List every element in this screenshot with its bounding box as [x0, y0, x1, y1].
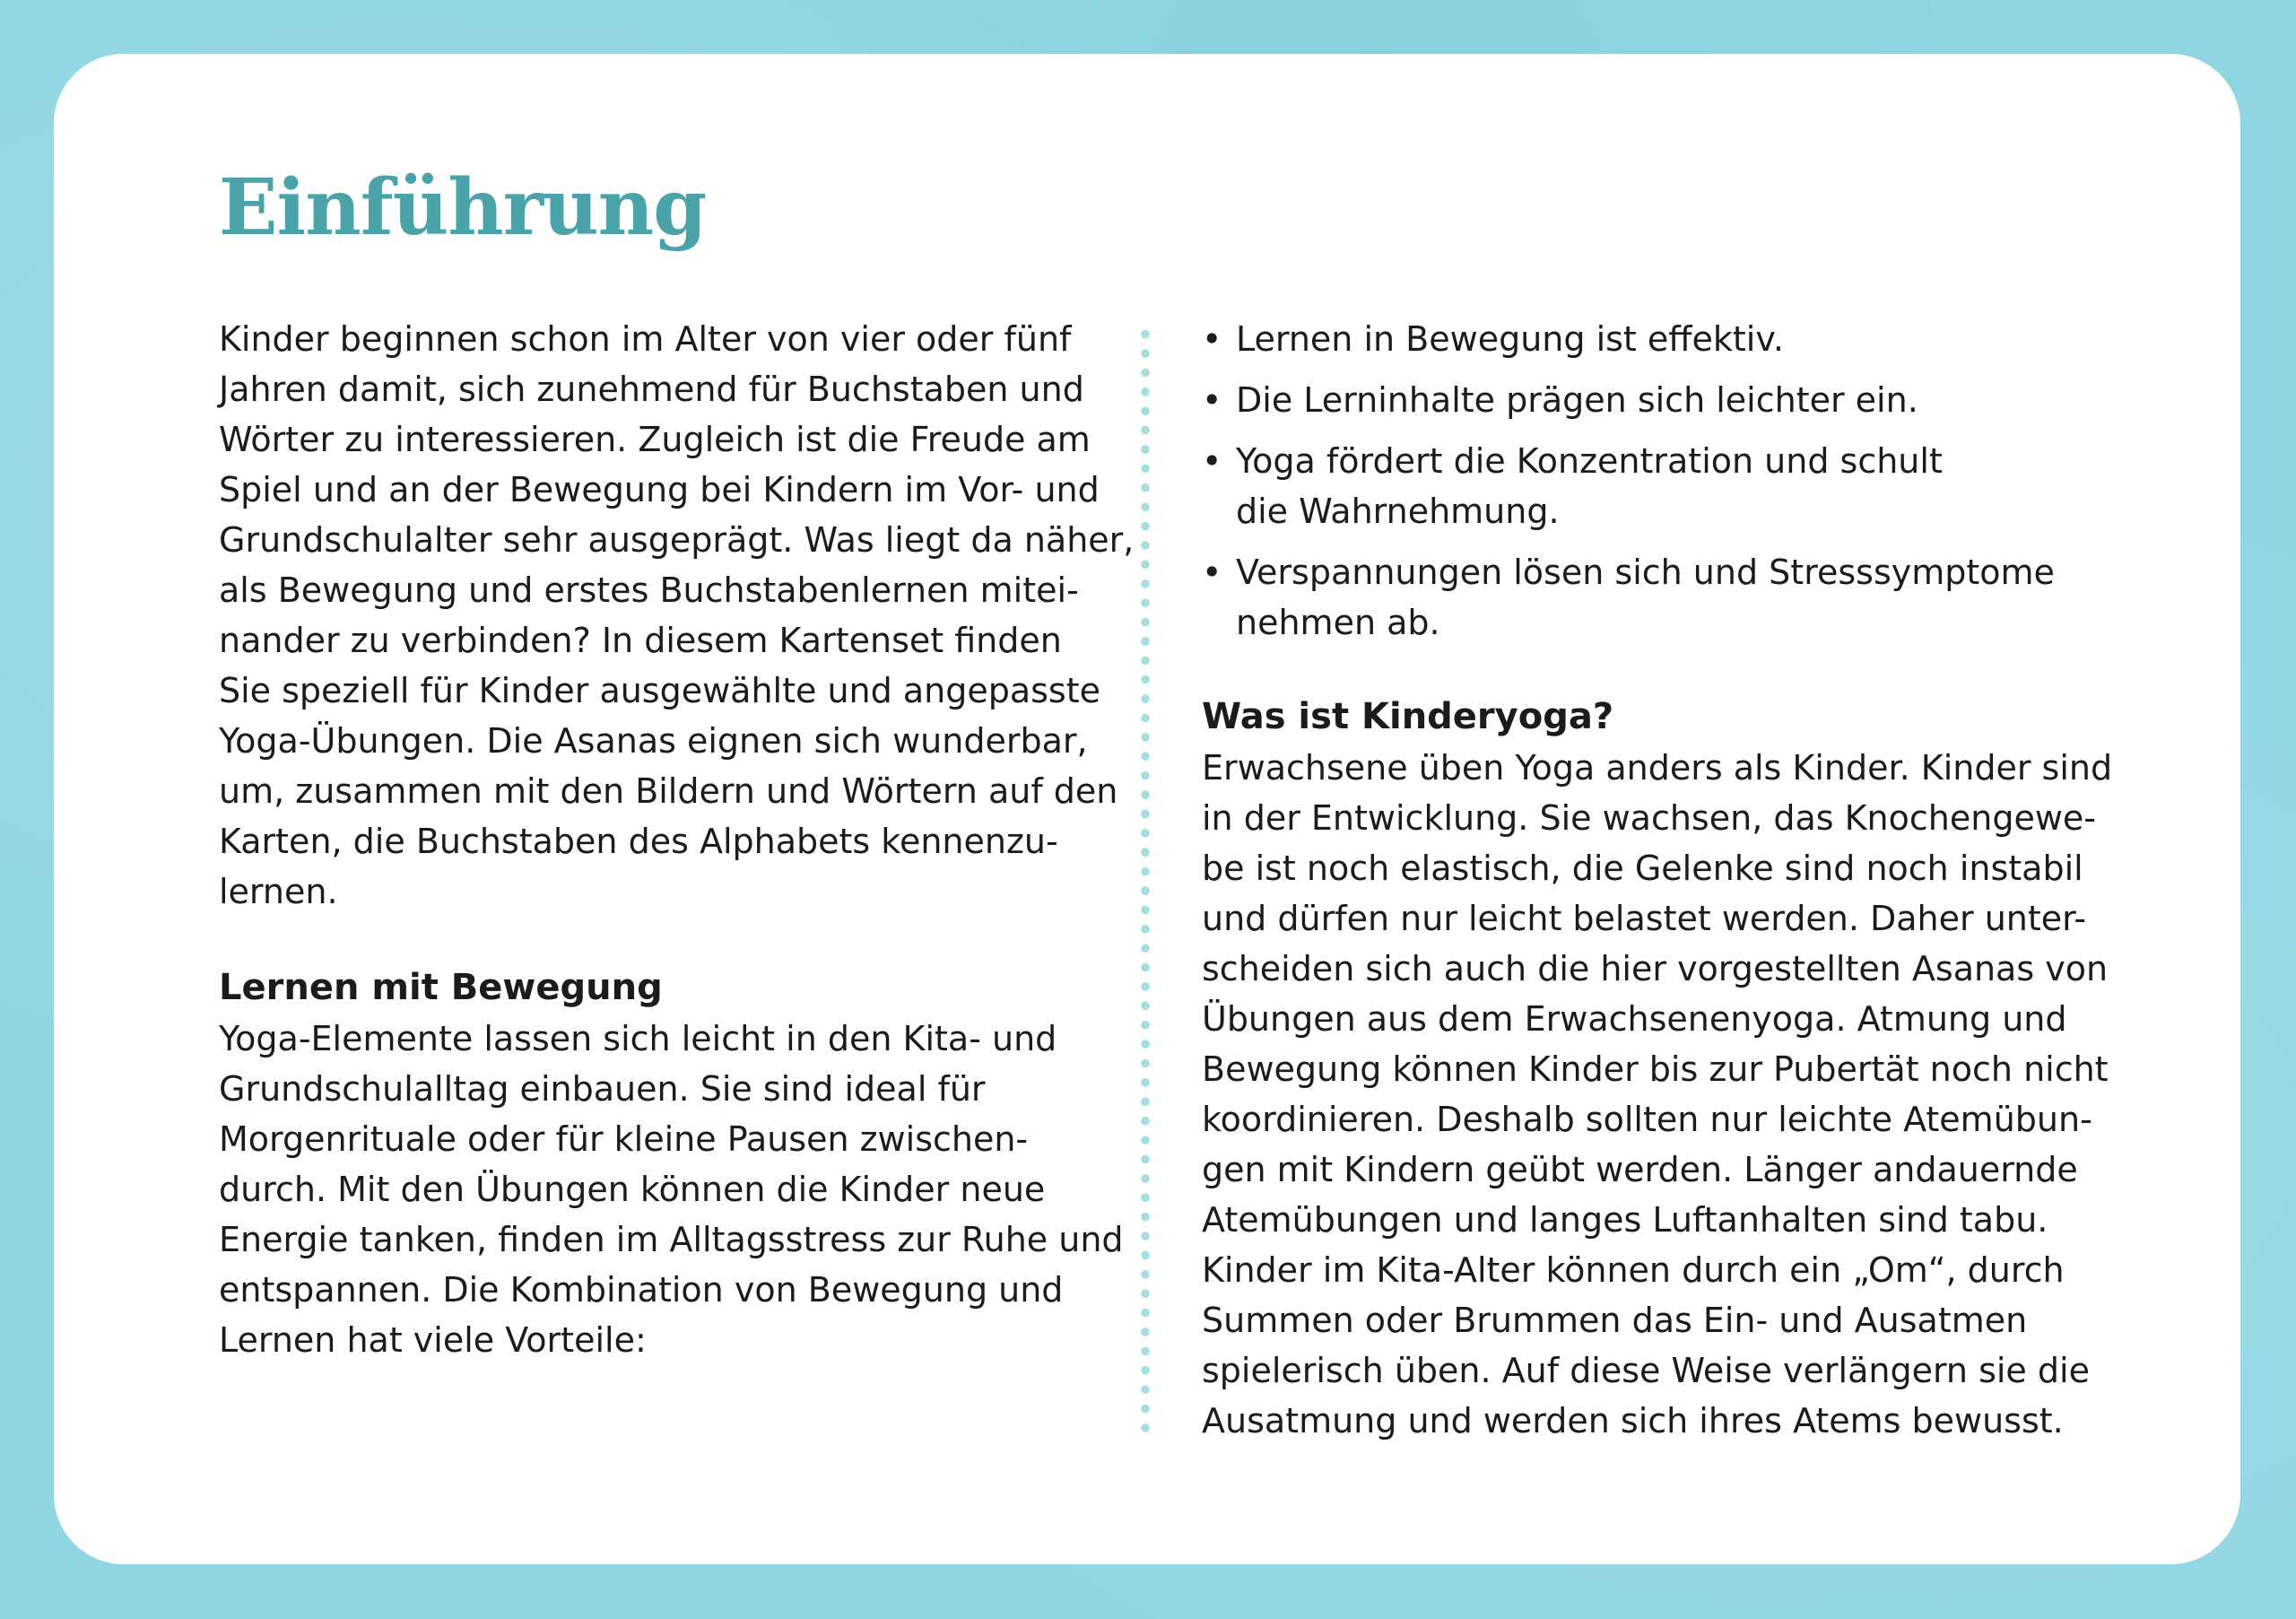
list-item: [1202, 375, 2099, 425]
text-line: die Wahrnehmung.: [1236, 492, 1560, 531]
dotted-divider: [1141, 325, 1150, 1437]
text-line: Yoga-Elemente lassen sich leicht in den Kita- und: [219, 1019, 1057, 1058]
text-line: als Bewegung und erstes Buchstabenlernen mitei-: [219, 570, 1079, 610]
text-line: scheiden sich auch die hier vorgestellten Asanas von: [1202, 949, 2109, 988]
text-line: Erwachsene üben Yoga anders als Kinder. Kinder sind: [1202, 748, 2113, 788]
text-line: Sie speziell für Kinder ausgewählte und angepasste: [219, 671, 1100, 710]
text-line: Bewegung können Kinder bis zur Pubertät noch nicht: [1202, 1049, 2109, 1089]
text-line: koordinieren. Deshalb sollten nur leichte Atemübun-: [1202, 1100, 2092, 1139]
bullet-icon: •: [1202, 380, 1222, 420]
text-line: Kinder beginnen schon im Alter von vier oder fünf: [219, 319, 1072, 359]
text-line: Morgenrituale oder für kleine Pausen zwischen-: [219, 1119, 1029, 1159]
page-title: Einführung: [219, 162, 707, 253]
text-line: gen mit Kindern geübt werden. Länger andauernde: [1202, 1150, 2078, 1189]
spacer: [219, 917, 1098, 962]
section-heading-lernen-mit-bewegung: Lernen mit Bewegung: [219, 967, 663, 1008]
bullet-icon: •: [1202, 441, 1222, 481]
text-line: Karten, die Buchstaben des Alphabets kennenzu-: [219, 822, 1058, 861]
list-item: [1202, 436, 2099, 536]
section-paragraph: [1202, 743, 2113, 1446]
text-line: nehmen ab.: [1236, 603, 1440, 642]
bullet-icon: •: [1202, 319, 1222, 359]
text-line: um, zusammen mit den Bildern und Wörtern auf den: [219, 771, 1118, 811]
text-line: nander zu verbinden? In diesem Kartenset finden: [219, 621, 1062, 660]
intro-paragraph: [219, 314, 1135, 917]
list-item: [1202, 314, 2099, 364]
text-line: Grundschulalltag einbauen. Sie sind ideal für: [219, 1069, 986, 1109]
advantages-list: [1202, 314, 2099, 648]
text-line: Spiel und an der Bewegung bei Kindern im Vor- und: [219, 470, 1100, 509]
bullet-icon: •: [1202, 553, 1222, 592]
text-line: Übungen aus dem Erwachsenenyoga. Atmung und: [1202, 999, 2067, 1039]
text-line: Kinder im Kita-Alter können durch ein „Om“, durch: [1202, 1250, 2065, 1290]
text-line: und dürfen nur leicht belastet werden. Daher unter-: [1202, 899, 2087, 938]
right-column: [1202, 314, 2113, 1446]
list-item: [1202, 547, 2099, 648]
text-line: Lernen in Bewegung ist effektiv.: [1236, 319, 1784, 359]
text-line: Die Lerninhalte prägen sich leichter ein.: [1236, 380, 1918, 420]
text-line: spielerisch üben. Auf diese Weise verlängern sie die: [1202, 1351, 2090, 1390]
text-line: in der Entwicklung. Sie wachsen, das Knochengewe-: [1202, 798, 2096, 838]
text-line: durch. Mit den Übungen können die Kinder neue: [219, 1170, 1046, 1209]
text-line: Summen oder Brummen das Ein- und Ausatmen: [1202, 1301, 2028, 1340]
left-column: [219, 314, 1135, 1365]
text-line: be ist noch elastisch, die Gelenke sind noch instabil: [1202, 849, 2083, 888]
section-paragraph: [219, 1014, 1124, 1365]
text-line: Ausatmung und werden sich ihres Atems bewusst.: [1202, 1401, 2064, 1441]
text-line: Lernen hat viele Vorteile:: [219, 1320, 647, 1360]
text-line: Wörter zu interessieren. Zugleich ist die Freude am: [219, 420, 1091, 459]
text-line: Energie tanken, finden im Alltagsstress zur Ruhe und: [219, 1220, 1124, 1259]
text-line: Jahren damit, sich zunehmend für Buchstaben und: [219, 370, 1084, 409]
text-line: Verspannungen lösen sich und Stresssymptome: [1236, 553, 2055, 592]
text-line: Yoga fördert die Konzentration und schult: [1236, 441, 1943, 481]
section-heading-was-ist-kinderyoga: Was ist Kinderyoga?: [1202, 696, 1614, 737]
text-line: lernen.: [219, 872, 338, 911]
text-line: Yoga-Übungen. Die Asanas eignen sich wunderbar,: [219, 721, 1088, 761]
spacer: [1202, 658, 2099, 691]
text-line: entspannen. Die Kombination von Bewegung und: [219, 1270, 1064, 1310]
text-line: Grundschulalter sehr ausgeprägt. Was liegt da näher,: [219, 520, 1135, 560]
text-line: Atemübungen und langes Luftanhalten sind tabu.: [1202, 1200, 2048, 1240]
